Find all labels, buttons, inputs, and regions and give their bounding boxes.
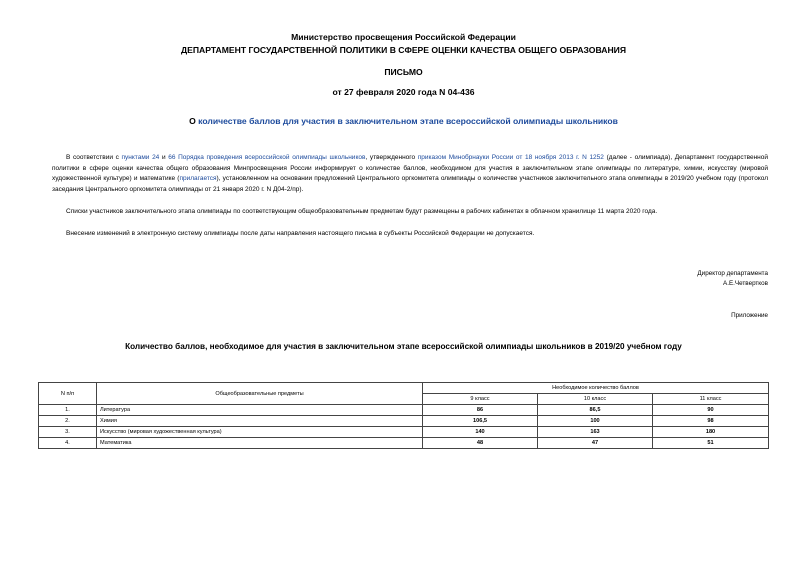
document-type: ПИСЬМО bbox=[384, 67, 423, 77]
column-header-grade-11: 11 класс bbox=[653, 394, 769, 405]
points-grade-9: 86 bbox=[423, 405, 538, 416]
points-grade-11: 90 bbox=[653, 405, 769, 416]
points-grade-9: 48 bbox=[423, 438, 538, 449]
paragraph-link[interactable]: пунктами 24 bbox=[121, 154, 160, 161]
points-grade-9: 140 bbox=[423, 427, 538, 438]
paragraph-text: и bbox=[159, 154, 169, 161]
row-number: 1. bbox=[39, 405, 97, 416]
points-grade-11: 98 bbox=[653, 416, 769, 427]
points-grade-9: 106,5 bbox=[423, 416, 538, 427]
row-subject: Математика bbox=[97, 438, 423, 449]
column-header-subject: Общеобразовательные предметы bbox=[97, 383, 423, 405]
document-date-number: от 27 февраля 2020 года N 04-436 bbox=[332, 87, 475, 97]
paragraph-text: В соответствии с bbox=[66, 154, 122, 161]
table-row bbox=[39, 405, 769, 416]
paragraph-link[interactable]: прилагается bbox=[179, 175, 217, 182]
ministry-name: Министерство просвещения Российской Федерации bbox=[291, 32, 516, 42]
row-subject: Литература bbox=[97, 405, 423, 416]
points-grade-10: 100 bbox=[538, 416, 653, 427]
subject-link[interactable]: количестве баллов для участия в заключительном этапе всероссийской олимпиады школьников bbox=[198, 116, 618, 126]
paragraph-1 bbox=[52, 153, 768, 195]
appendix-title: Количество баллов, необходимое для участия в заключительном этапе всероссийской олимпиады школьников в 2019/20 учебном году bbox=[125, 342, 682, 351]
points-grade-11: 180 bbox=[653, 427, 769, 438]
column-header-grade-10: 10 класс bbox=[538, 394, 653, 405]
row-number: 4. bbox=[39, 438, 97, 449]
paragraph-3: Внесение изменений в электронную систему олимпиады после даты направления настоящего письма в субъекты Российской Федерации не допускается. bbox=[66, 230, 535, 237]
paragraph-2: Списки участников заключительного этапа олимпиады по соответствующим общеобразовательным предметам будут размещены в рабочих кабинетах в облачном хранилище 11 марта 2020 года. bbox=[66, 208, 658, 215]
points-table bbox=[38, 382, 769, 449]
points-grade-10: 47 bbox=[538, 438, 653, 449]
paragraph-text: ), установленном на основании предложений Центрального оргкомитета олимпиады о количестве участников заключительного этапа олимпиады в 2019/20 учебном году (протокол заседания Центрального оргкомитета олимпиады от 21 января 2020 г. N Д04-2/пр). bbox=[52, 175, 768, 193]
table-row bbox=[39, 416, 769, 427]
document-subject bbox=[0, 116, 807, 126]
paragraph-link[interactable]: Порядка проведения всероссийской олимпиады школьников bbox=[178, 154, 366, 161]
signature-block bbox=[697, 269, 768, 289]
row-number: 3. bbox=[39, 427, 97, 438]
table-header-row bbox=[39, 383, 769, 394]
appendix-label: Приложение bbox=[731, 312, 768, 319]
row-number: 2. bbox=[39, 416, 97, 427]
table-row bbox=[39, 427, 769, 438]
points-grade-10: 163 bbox=[538, 427, 653, 438]
column-header-number: N п/п bbox=[39, 383, 97, 405]
paragraph-text: , утвержденного bbox=[365, 154, 418, 161]
points-grade-10: 86,5 bbox=[538, 405, 653, 416]
subject-prefix: О bbox=[189, 116, 199, 126]
paragraph-link[interactable]: 66 bbox=[168, 154, 176, 161]
row-subject: Химия bbox=[97, 416, 423, 427]
paragraph-text: (далее - олимпиада), Департамент государственной политики в сфере оценки качества общего образования Минпросвещения России информирует о количестве баллов, необходимом для участия в заключительном этапе олимпиады по литературе, химии, искусству (мировой художественной культуре) и математике ( bbox=[52, 154, 769, 182]
column-header-points: Необходимое количество баллов bbox=[423, 383, 769, 394]
points-grade-11: 51 bbox=[653, 438, 769, 449]
row-subject: Искусство (мировая художественная культура) bbox=[97, 427, 423, 438]
column-header-grade-9: 9 класс bbox=[423, 394, 538, 405]
signatory-name: А.Е.Четвертков bbox=[723, 280, 768, 287]
paragraph-link[interactable]: приказом Минобрнауки России от 18 ноября 2013 г. N 1252 bbox=[417, 154, 604, 161]
department-name: ДЕПАРТАМЕНТ ГОСУДАРСТВЕННОЙ ПОЛИТИКИ В СФЕРЕ ОЦЕНКИ КАЧЕСТВА ОБЩЕГО ОБРАЗОВАНИЯ bbox=[180, 45, 627, 55]
signatory-position: Директор департамента bbox=[697, 270, 768, 277]
table-row bbox=[39, 438, 769, 449]
